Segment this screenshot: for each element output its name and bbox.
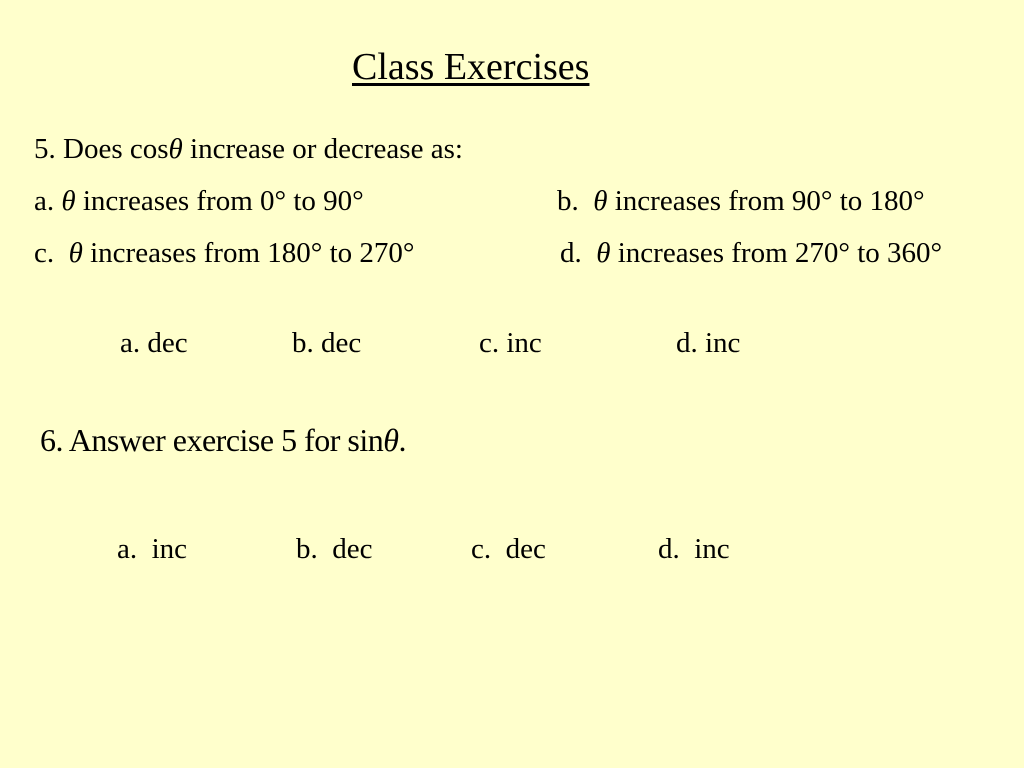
q6-answer-d-text: d. inc: [658, 533, 730, 565]
theta-symbol: θ: [68, 237, 83, 269]
q5-answer-c: c. inc: [479, 327, 542, 359]
question-5-prompt: [34, 132, 463, 166]
question-5-prefix: 5. Does cos: [34, 133, 169, 165]
option-b-text: increases from 90° to 180°: [607, 185, 925, 217]
theta-symbol: θ: [593, 185, 608, 217]
theta-symbol: θ: [383, 422, 399, 458]
option-c-label: c.: [34, 237, 55, 269]
option-a: [34, 184, 364, 218]
q6-answer-a-text: a. inc: [117, 533, 188, 565]
q5-answer-b: b. dec: [292, 327, 362, 359]
question-5-suffix: increase or decrease as:: [182, 133, 463, 165]
theta-symbol: θ: [596, 237, 611, 269]
q6-answer-d: [658, 532, 730, 566]
q6-answer-c-text: c. dec: [471, 533, 546, 565]
option-c: [34, 236, 415, 270]
option-b: [557, 184, 925, 218]
slide-title: Class Exercises: [352, 46, 590, 88]
theta-symbol: θ: [61, 185, 76, 217]
q5-answer-d: d. inc: [676, 327, 741, 359]
option-a-text: increases from 0° to 90°: [75, 185, 364, 217]
option-d: [560, 236, 942, 270]
q6-answer-a: [117, 532, 187, 566]
question-6-prompt: [40, 420, 406, 460]
theta-symbol: θ: [168, 133, 183, 165]
q6-answer-b-text: b. dec: [296, 533, 373, 565]
q5-answer-a: a. dec: [120, 327, 188, 359]
q6-answer-c: [471, 532, 546, 566]
question-6-prefix: 6. Answer exercise 5 for sin: [40, 422, 384, 458]
option-d-text: increases from 270° to 360°: [610, 237, 943, 269]
option-c-text: increases from 180° to 270°: [82, 237, 415, 269]
option-d-label: d.: [560, 237, 582, 269]
q6-answer-b: [296, 532, 373, 566]
option-a-label: a.: [34, 185, 55, 217]
question-6-suffix: .: [398, 422, 406, 458]
option-b-label: b.: [557, 185, 579, 217]
